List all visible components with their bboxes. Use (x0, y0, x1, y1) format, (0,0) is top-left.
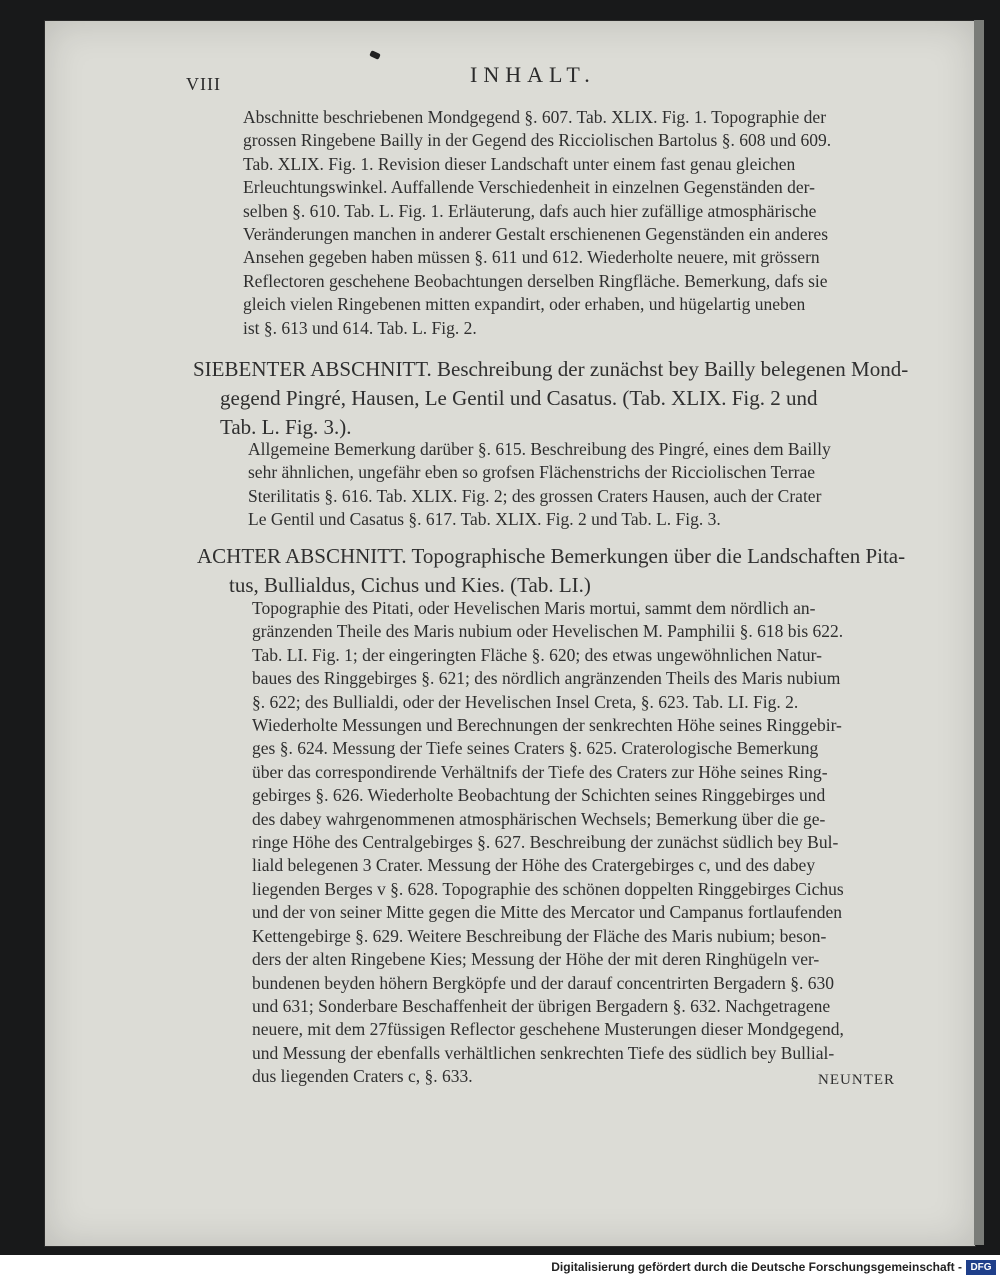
text-line: des dabey wahrgenommenen atmosphärischen Wechsels; Bemerkung über die ge- (252, 808, 826, 829)
text-line: ist §. 613 und 614. Tab. L. Fig. 2. (243, 317, 477, 338)
text-line: Tab. LI. Fig. 1; der eingeringten Fläche §. 620; des etwas ungewöhnlichen Natur- (252, 644, 822, 665)
text-line: liegenden Berges v §. 628. Topographie des schönen doppelten Ringgebirges Cichus (252, 878, 844, 899)
page-number: VIII (186, 74, 221, 94)
section-heading-achter (197, 542, 906, 600)
text-line: liald belegenen 3 Crater. Messung der Höhe des Cratergebirges c, und des dabey (252, 855, 816, 876)
text-line: Tab. XLIX. Fig. 1. Revision dieser Landschaft unter einem fast genau gleichen (243, 153, 796, 174)
text-line: Topographie des Pitati, oder Hevelischen Maris mortui, sammt dem nördlich an- (252, 598, 816, 618)
heading-line: Tab. L. Fig. 3.). (220, 415, 352, 439)
text-line: ders der alten Ringebene Kies; Messung der Höhe der mit deren Ringhügeln ver- (252, 949, 820, 970)
text-line: Abschnitte beschriebenen Mondgegend §. 607. Tab. XLIX. Fig. 1. Topographie der (243, 107, 827, 127)
text-line: ges §. 624. Messung der Tiefe seines Craters §. 625. Craterologische Bemerkung (252, 738, 819, 759)
text-line: Kettengebirge §. 629. Weitere Beschreibung der Fläche des Maris nubium; beson- (252, 925, 827, 946)
page-title: INHALT. (470, 62, 596, 87)
text-line: Le Gentil und Casatus §. 617. Tab. XLIX. Fig. 2 und Tab. L. Fig. 3. (248, 509, 721, 530)
text-line: ringe Höhe des Centralgebirges §. 627. Beschreibung der zunächst südlich bey Bul- (252, 832, 839, 853)
section-summary-siebenter (248, 438, 898, 532)
heading-line: gegend Pingré, Hausen, Le Gentil und Casatus. (Tab. XLIX. Fig. 2 und (220, 386, 818, 410)
heading-line: ACHTER ABSCHNITT. Topographische Bemerkungen über die Landschaften Pita- (197, 544, 906, 568)
text-line: und 631; Sonderbare Beschaffenheit der übrigen Bergadern §. 632. Nachgetragene (252, 995, 831, 1016)
text-line: und Messung der ebenfalls verhältlichen senkrechten Tiefe des südlich bey Bullial- (252, 1042, 835, 1063)
dfg-logo: DFG (966, 1260, 996, 1275)
text-line: baues des Ringgebirges §. 621; des nördlich angränzenden Theils des Maris nubium (252, 668, 841, 689)
text-line: gleich vielen Ringebenen mitten expandirt, oder erhaben, und hügelartig uneben (243, 294, 806, 315)
text-line: Erleuchtungswinkel. Auffallende Verschiedenheit in einzelnen Gegenständen der- (243, 177, 815, 198)
text-line: Ansehen gegeben haben müssen §. 611 und 612. Wiederholte neuere, mit grössern (243, 247, 820, 268)
text-line: gebirges §. 626. Wiederholte Beobachtung der Schichten seines Ringgebirges und (252, 785, 826, 806)
text-line: grossen Ringebene Bailly in der Gegend des Ricciolischen Bartolus §. 608 und 609. (243, 130, 832, 151)
catchword: NEUNTER (818, 1072, 895, 1088)
footer-credit: Digitalisierung gefördert durch die Deutsche Forschungsgemeinschaft - (551, 1260, 962, 1274)
paragraph-continued (243, 106, 893, 340)
text-line: bundenen beyden höhern Bergköpfe und der darauf concentrirten Bergadern §. 630 (252, 972, 834, 993)
heading-line: SIEBENTER ABSCHNITT. Beschreibung der zunächst bey Bailly belegenen Mond- (193, 357, 909, 381)
text-line: selben §. 610. Tab. L. Fig. 1. Erläuterung, dafs auch hier zufällige atmosphärische (243, 200, 817, 221)
heading-line: tus, Bullialdus, Cichus und Kies. (Tab. LI.) (229, 573, 591, 597)
footer-bar (0, 1255, 1000, 1280)
text-line: Allgemeine Bemerkung darüber §. 615. Beschreibung des Pingré, eines dem Bailly (248, 439, 831, 459)
text-line: Wiederholte Messungen und Berechnungen der senkrechten Höhe seines Ringgebir- (252, 715, 842, 736)
text-line: sehr ähnlichen, ungefähr eben so grofsen Flächenstrichs der Ricciolischen Terrae (248, 462, 815, 483)
section-heading-siebenter (193, 355, 909, 442)
text-line: über das correspondirende Verhältnifs der Tiefe des Craters zur Höhe seines Ring- (252, 761, 828, 782)
text-line: dus liegenden Craters c, §. 633. (252, 1066, 473, 1087)
text-line: gränzenden Theile des Maris nubium oder Hevelischen M. Pamphilii §. 618 bis 622. (252, 621, 844, 642)
text-line: §. 622; des Bullialdi, oder der Hevelischen Insel Creta, §. 623. Tab. LI. Fig. 2. (252, 691, 799, 712)
page-edge (974, 20, 984, 1245)
text-line: Reflectoren geschehene Beobachtungen derselben Ringfläche. Bemerkung, dafs sie (243, 270, 828, 291)
text-line: neuere, mit dem 27füssigen Reflector geschehene Musterungen dieser Mondgegend, (252, 1019, 844, 1040)
text-line: und der von seiner Mitte gegen die Mitte des Mercator und Campanus fortlaufenden (252, 902, 842, 923)
text-line: Veränderungen manchen in anderer Gestalt erschienenen Gegenständen ein anderes (243, 224, 829, 245)
text-line: Sterilitatis §. 616. Tab. XLIX. Fig. 2; des grossen Craters Hausen, auch der Crater (248, 485, 822, 506)
section-summary-achter (252, 597, 902, 1089)
